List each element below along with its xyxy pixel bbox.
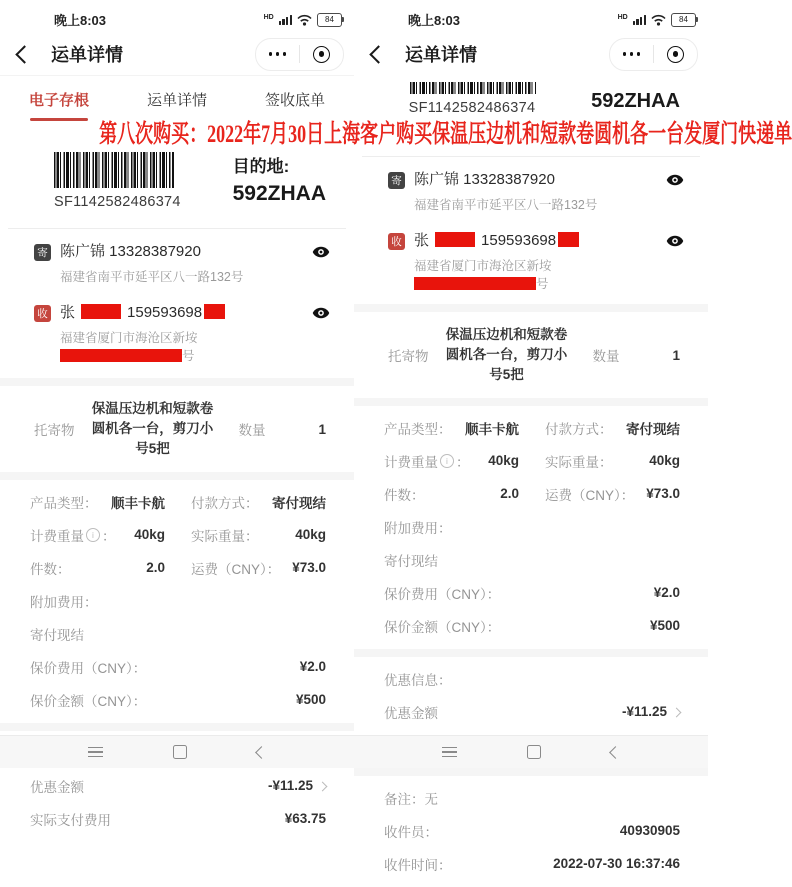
- back-nav-icon[interactable]: [257, 748, 266, 757]
- wifi-icon: [651, 14, 666, 26]
- clock: 晚上8:03: [54, 13, 107, 28]
- fees-card: [354, 406, 708, 649]
- red-annotation-text: 第八次购买：2022年7月30日上海客户购买保温压边机和短款卷圆机各一台发厦门快递单: [99, 121, 792, 148]
- home-icon[interactable]: [527, 745, 541, 759]
- section-gap: [354, 398, 708, 406]
- section-gap: [0, 723, 354, 731]
- section-gap: [0, 378, 354, 386]
- menu-icon[interactable]: [442, 747, 457, 758]
- menu-icon[interactable]: [88, 747, 103, 758]
- phone-left: [0, 0, 354, 828]
- barcode: [410, 82, 536, 94]
- actual-weight-value: 40kg: [295, 527, 326, 542]
- waybill-card: [0, 122, 354, 378]
- receiver-row: [0, 290, 354, 378]
- pickup-time-row: 收件时间： 2022-07-30 16:37:46: [384, 856, 680, 873]
- miniprogram-capsule: [609, 38, 698, 71]
- fee-row: 计费重量 i ： 40kg 实际重量： 40kg: [384, 453, 680, 470]
- sender-badge: 寄: [388, 172, 405, 189]
- discount-header-row: 优惠信息：: [384, 672, 452, 688]
- destination-code: 592ZHAA: [232, 182, 326, 205]
- fee-row: 件数： 2.0 运费（CNY）： ¥73.0: [384, 486, 680, 503]
- billed-weight-value: 40kg: [134, 527, 165, 542]
- fee-row: 计费重量 i ： 40kg 实际重量： 40kg: [30, 518, 326, 551]
- receiver-badge: 收: [388, 233, 405, 250]
- section-gap: [354, 649, 708, 657]
- paid-row: 实际支付费用 ¥63.75: [30, 811, 326, 828]
- status-icons: [618, 13, 696, 27]
- section-gap: [354, 768, 708, 776]
- tracking-number: SF1142582486374: [408, 100, 536, 116]
- eye-icon[interactable]: [666, 235, 684, 247]
- hd-badge: HD: [617, 13, 628, 21]
- product-type-label: 产品类型：: [30, 495, 98, 511]
- hd-badge: HD: [263, 13, 274, 21]
- fee-row: [30, 485, 326, 518]
- actual-weight-label: 实际重量：: [191, 528, 259, 544]
- product-type-value: 顺丰卡航: [111, 495, 165, 511]
- eye-icon[interactable]: [312, 246, 330, 258]
- receiver-address: 福建省厦门市海沧区新垵号: [60, 331, 198, 363]
- clock: 晚上8:03: [408, 13, 461, 28]
- pieces-value: 2.0: [146, 560, 165, 575]
- surcharge-value-row: 寄付现结: [384, 553, 438, 569]
- destination-block: [591, 78, 680, 116]
- chevron-right-icon: [672, 708, 682, 718]
- redaction-block: [414, 277, 536, 290]
- nav-bar: [354, 33, 708, 75]
- tab-electronic-stub[interactable]: 电子存根: [0, 76, 118, 122]
- eye-icon[interactable]: [312, 307, 330, 319]
- page-title: 运单详情: [51, 45, 123, 65]
- surcharge-row: 附加费用：: [384, 520, 452, 536]
- more-icon[interactable]: [256, 39, 299, 70]
- barcode-section: [0, 122, 354, 228]
- discount-amount-row[interactable]: 优惠金额 -¥11.25: [30, 769, 326, 802]
- sender-row: [354, 157, 708, 218]
- freight-label: 运费（CNY）：: [191, 561, 281, 577]
- receiver-row: [354, 218, 708, 304]
- pieces-label: 件数：: [30, 561, 71, 577]
- back-icon[interactable]: [15, 45, 33, 63]
- cargo-label: 托寄物: [388, 349, 429, 364]
- fee-row: [30, 551, 326, 584]
- signal-icon: [279, 15, 292, 25]
- cargo-card: [354, 312, 708, 398]
- close-circle-icon[interactable]: [654, 39, 697, 70]
- battery-icon: 84: [317, 13, 342, 27]
- close-circle-icon[interactable]: [300, 39, 343, 70]
- section-gap: [0, 472, 354, 480]
- info-icon[interactable]: i: [86, 528, 100, 542]
- nav-bar: [0, 33, 354, 75]
- miniprogram-capsule: [255, 38, 344, 71]
- remark-row: 备注：无: [384, 791, 438, 807]
- section-gap: [354, 304, 708, 312]
- waybill-card: [354, 75, 708, 304]
- pay-method-value: 寄付现结: [272, 495, 326, 511]
- tab-waybill-detail[interactable]: 运单详情: [146, 91, 207, 109]
- wifi-icon: [297, 14, 312, 26]
- barcode-block: [54, 152, 181, 210]
- back-icon[interactable]: [369, 45, 387, 63]
- sender-name-phone: 陈广锦 13328387920: [60, 243, 201, 260]
- redaction-block: [60, 349, 182, 362]
- signal-icon: [633, 15, 646, 25]
- cargo-description: 保温压边机和短款卷圆机各一台，剪刀小号5把: [445, 327, 568, 382]
- barcode: [54, 152, 174, 188]
- insured-amount-row: 保价金额（CNY）： ¥500: [384, 618, 680, 635]
- redaction-block: [558, 232, 579, 247]
- receiver-name-phone: 张 159593698: [60, 301, 308, 322]
- sender-address: 福建省南平市延平区八一路132号: [60, 270, 244, 284]
- destination-code: 592ZHAA: [591, 90, 680, 112]
- pickup-card: [354, 776, 708, 887]
- insured-amount-row: 保价金额（CNY）： ¥500: [30, 692, 326, 709]
- discount-amount-row[interactable]: 优惠金额 -¥11.25: [384, 695, 680, 728]
- more-icon[interactable]: [610, 39, 653, 70]
- battery-icon: 84: [671, 13, 696, 27]
- receiver-badge: 收: [34, 305, 51, 322]
- tab-bar: [0, 75, 354, 122]
- quantity-value: 1: [672, 347, 680, 363]
- home-icon[interactable]: [173, 745, 187, 759]
- eye-icon[interactable]: [666, 174, 684, 186]
- chevron-right-icon: [318, 782, 328, 792]
- redaction-block: [435, 232, 475, 247]
- destination-label: 目的地:: [232, 157, 290, 176]
- fees-card: [0, 480, 354, 723]
- back-nav-icon[interactable]: [611, 748, 620, 757]
- pay-method-label: 付款方式：: [191, 495, 259, 511]
- android-nav-bar: [0, 735, 354, 768]
- status-icons: [264, 13, 342, 27]
- insurance-fee-row: 保价费用（CNY）： ¥2.0: [384, 585, 680, 602]
- info-icon[interactable]: i: [440, 454, 454, 468]
- status-bar: [0, 0, 354, 33]
- tracking-number: SF1142582486374: [54, 194, 181, 210]
- sender-badge: 寄: [34, 244, 51, 261]
- quantity-value: 1: [318, 421, 326, 437]
- quantity-label: 数量: [238, 423, 266, 438]
- surcharge-row: 附加费用：: [30, 594, 98, 610]
- sender-address: 福建省南平市延平区八一路132号: [414, 198, 598, 212]
- android-nav-bar: [354, 735, 708, 768]
- receiver-name-phone: 张 159593698: [414, 229, 662, 250]
- insurance-fee-row: 保价费用（CNY）： ¥2.0: [30, 659, 326, 676]
- redaction-block: [81, 304, 121, 319]
- surcharge-value-row: 寄付现结: [30, 627, 84, 643]
- fee-row: 产品类型： 顺丰卡航 付款方式： 寄付现结: [384, 421, 680, 437]
- barcode-block: [408, 78, 536, 116]
- status-bar: [354, 0, 708, 33]
- phone-right: [354, 0, 708, 873]
- cargo-label: 托寄物: [34, 423, 75, 438]
- destination-block: [233, 152, 326, 210]
- sender-row: [0, 229, 354, 290]
- sender-name-phone: 陈广锦 13328387920: [414, 171, 555, 188]
- courier-row: 收件员： 40930905: [384, 823, 680, 840]
- quantity-label: 数量: [592, 349, 620, 364]
- tab-signed-receipt[interactable]: 签收底单: [264, 91, 325, 109]
- cargo-description: 保温压边机和短款卷圆机各一台，剪刀小号5把: [91, 401, 214, 456]
- freight-value: ¥73.0: [292, 560, 326, 575]
- cargo-card: [0, 386, 354, 472]
- page-title: 运单详情: [405, 45, 477, 65]
- redaction-block: [204, 304, 225, 319]
- barcode-section: [354, 75, 708, 156]
- receiver-address: 福建省厦门市海沧区新垵号: [414, 259, 552, 291]
